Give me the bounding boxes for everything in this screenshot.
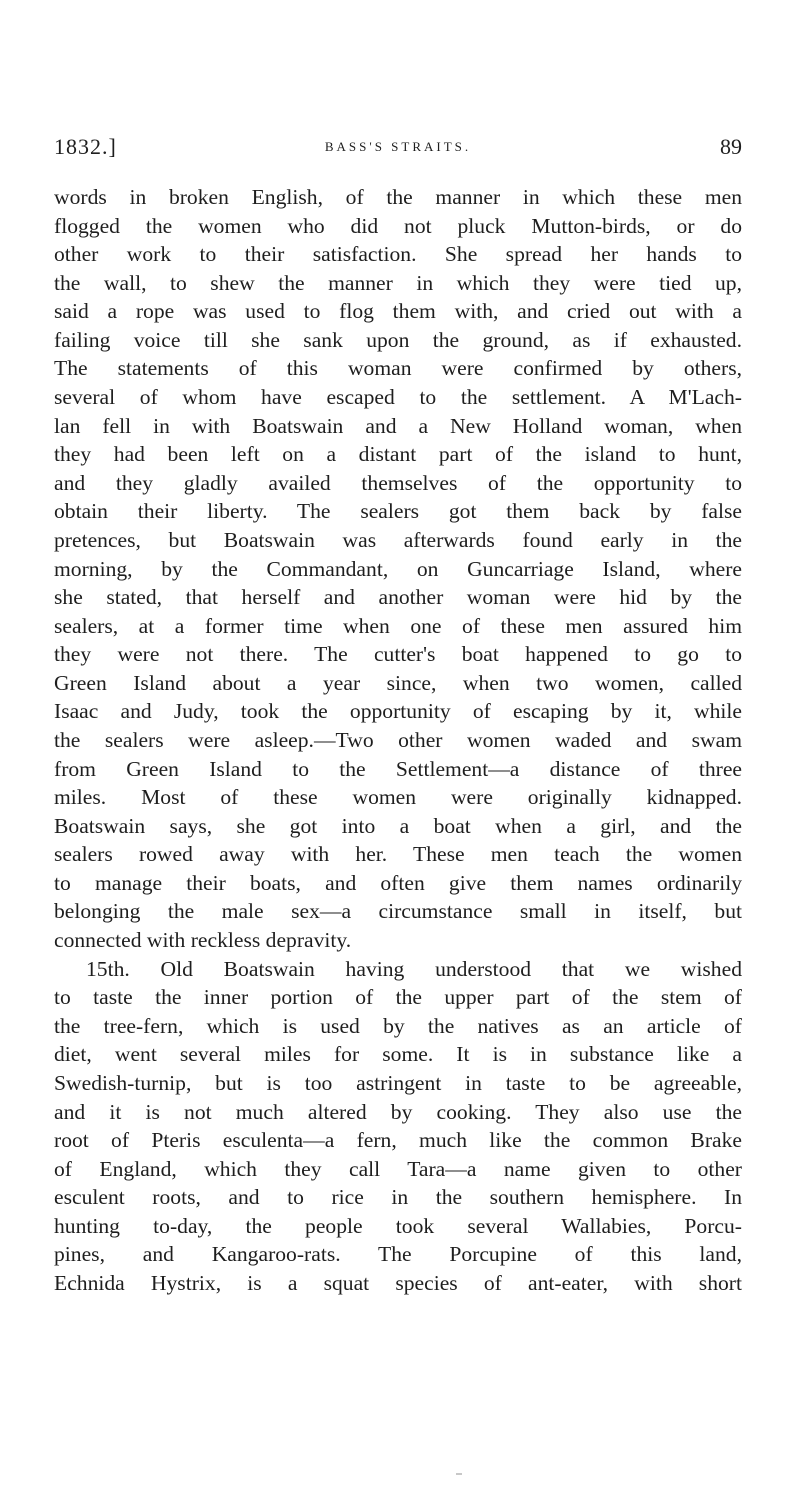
text-line: the wall, to shew the manner in which they were tied up, — [54, 270, 742, 295]
text-line: obtain their liberty. The sealers got them back by false — [54, 499, 742, 524]
text-line: and it is not much altered by cooking. They also use the — [54, 1099, 742, 1124]
page-footer-mark — [456, 1473, 462, 1475]
text-line: morning, by the Commandant, on Guncarriage Island, where — [54, 556, 742, 581]
text-line: pretences, but Boatswain was afterwards found early in the — [54, 527, 742, 552]
body-text — [54, 183, 742, 1298]
text-line: lan fell in with Boatswain and a New Holland woman, when — [54, 413, 742, 438]
text-line: said a rope was used to flog them with, and cried out with a — [54, 299, 742, 324]
text-line: several of whom have escaped to the settlement. A M'Lach- — [54, 385, 742, 410]
text-line: words in broken English, of the manner in which these men — [54, 185, 742, 209]
text-line: Echnida Hystrix, is a squat species of ant-eater, with short — [54, 1270, 742, 1295]
text-line: pines, and Kangaroo-rats. The Porcupine of this land, — [54, 1242, 742, 1267]
page-number: 89 — [720, 134, 742, 159]
text-line: The statements of this woman were confirmed by others, — [54, 356, 742, 381]
text-line: the sealers were asleep.—Two other women waded and swam — [54, 727, 742, 752]
text-line: esculent roots, and to rice in the southern hemisphere. In — [54, 1185, 742, 1210]
text-line: Swedish-turnip, but is too astringent in taste to be agreeable, — [54, 1070, 742, 1095]
text-line: flogged the women who did not pluck Mutton-birds, or do — [54, 213, 742, 238]
text-line: and they gladly availed themselves of the opportunity to — [54, 470, 742, 495]
running-head-title: BASS'S STRAITS. — [324, 139, 472, 154]
text-line: diet, went several miles for some. It is in substance like a — [54, 1042, 742, 1067]
text-line: they were not there. The cutter's boat happened to go to — [54, 642, 742, 667]
text-line: the tree-fern, which is used by the natives as an article of — [54, 1013, 742, 1038]
text-line: hunting to-day, the people took several Wallabies, Porcu- — [54, 1213, 742, 1238]
text-line: they had been left on a distant part of the island to hunt, — [54, 442, 742, 467]
text-line: root of Pteris esculenta—a fern, much like the common Brake — [54, 1128, 742, 1153]
text-line: Isaac and Judy, took the opportunity of escaping by it, while — [54, 699, 742, 724]
text-line: failing voice till she sank upon the ground, as if exhausted. — [54, 327, 742, 352]
text-line: 15th. Old Boatswain having understood that we wished — [86, 956, 742, 981]
text-line: to taste the inner portion of the upper part of the stem of — [54, 985, 742, 1010]
text-line: Boatswain says, she got into a boat when a girl, and the — [54, 813, 742, 838]
text-line: from Green Island to the Settlement—a distance of three — [54, 756, 742, 781]
text-line: belonging the male sex—a circumstance small in itself, but — [54, 899, 742, 924]
running-head — [54, 134, 742, 164]
text-line: other work to their satisfaction. She spread her hands to — [54, 242, 742, 267]
text-line: Green Island about a year since, when two women, called — [54, 670, 742, 695]
text-line: of England, which they call Tara—a name given to other — [54, 1156, 742, 1181]
text-line: she stated, that herself and another woman were hid by the — [54, 585, 742, 610]
text-line: connected with reckless depravity. — [54, 928, 352, 953]
text-line: sealers, at a former time when one of these men assured him — [54, 613, 742, 638]
text-line: sealers rowed away with her. These men teach the women — [54, 842, 742, 867]
text-line: miles. Most of these women were originally kidnapped. — [54, 785, 742, 810]
running-head-year: 1832.] — [54, 134, 117, 159]
text-line: to manage their boats, and often give them names ordinarily — [54, 870, 742, 895]
